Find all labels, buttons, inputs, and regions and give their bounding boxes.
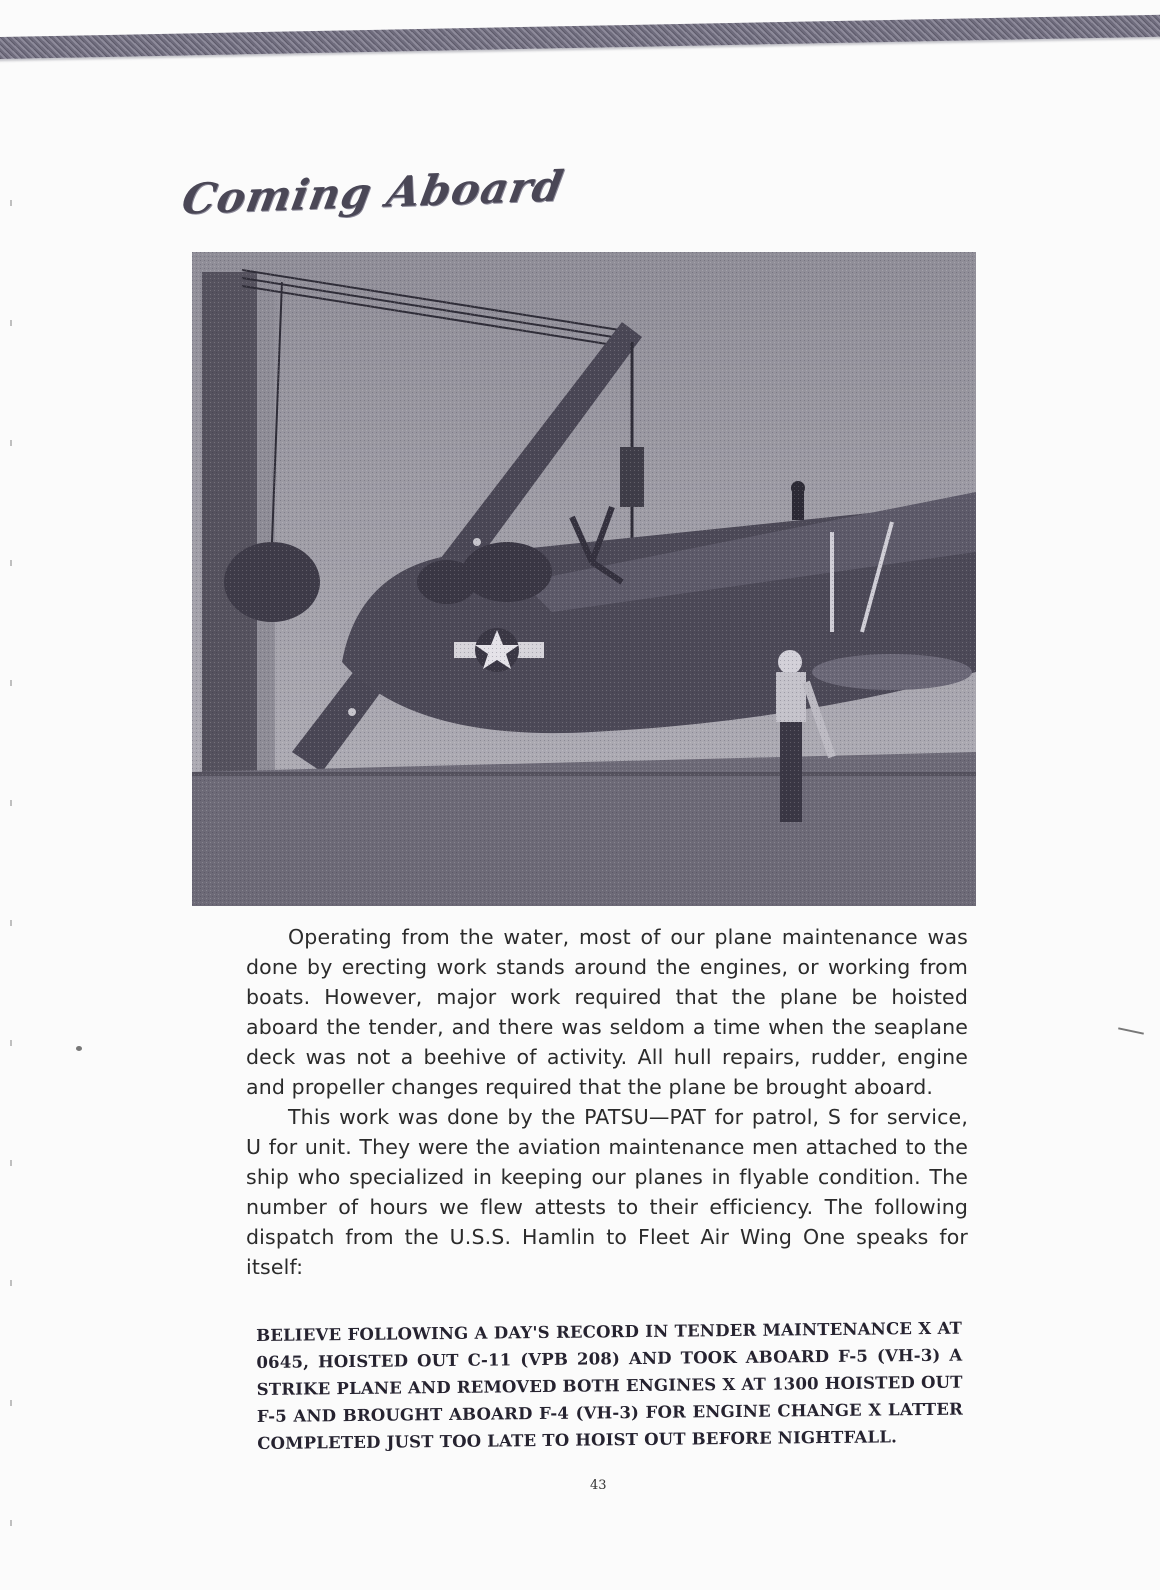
paragraph-1: Operating from the water, most of our plane maintenance was done by erecting work stands around the engines, or working from boats. However, major work required that the plane be hoisted aboard the tender, and there was seldom a time when the seaplane deck was not a beehive of activity. All hull repairs, rudder, engine and propeller changes required that the plane be brought aboard.	[246, 925, 968, 1099]
page-number: 43	[590, 1478, 607, 1493]
article-body	[246, 922, 968, 1282]
page-title: Coming Aboard	[178, 161, 568, 224]
dispatch-quote: BELIEVE FOLLOWING A DAY'S RECORD IN TENDER MAINTENANCE X AT 0645, HOISTED OUT C-11 (VPB 208) AND TOOK ABOARD F-5 (VH-3) A STRIKE PLANE AND REMOVED BOTH ENGINES X AT 1300 HOISTED OUT F-5 AND BROUGHT ABOARD F-4 (VH-3) FOR ENGINE CHANGE X LATTER COMPLETED JUST TOO LATE TO HOIST OUT BEFORE NIGHTFALL.	[256, 1318, 964, 1453]
seaplane-hoist-photo	[192, 252, 976, 906]
scan-edge-band	[0, 14, 1160, 59]
page-binding-edge	[10, 160, 12, 1560]
photo-illustration	[192, 252, 976, 906]
scan-speck	[76, 1046, 82, 1051]
scan-mark	[1118, 1027, 1144, 1034]
paragraph-2: This work was done by the PATSU—PAT for patrol, S for service, U for unit. They were the aviation maintenance men attached to the ship who specialized in keeping our planes in flyable condition. The number of hours we flew attests to their efficiency. The following dispatch from the U.S.S. Hamlin to Fleet Air Wing One speaks for itself:	[246, 1105, 968, 1279]
